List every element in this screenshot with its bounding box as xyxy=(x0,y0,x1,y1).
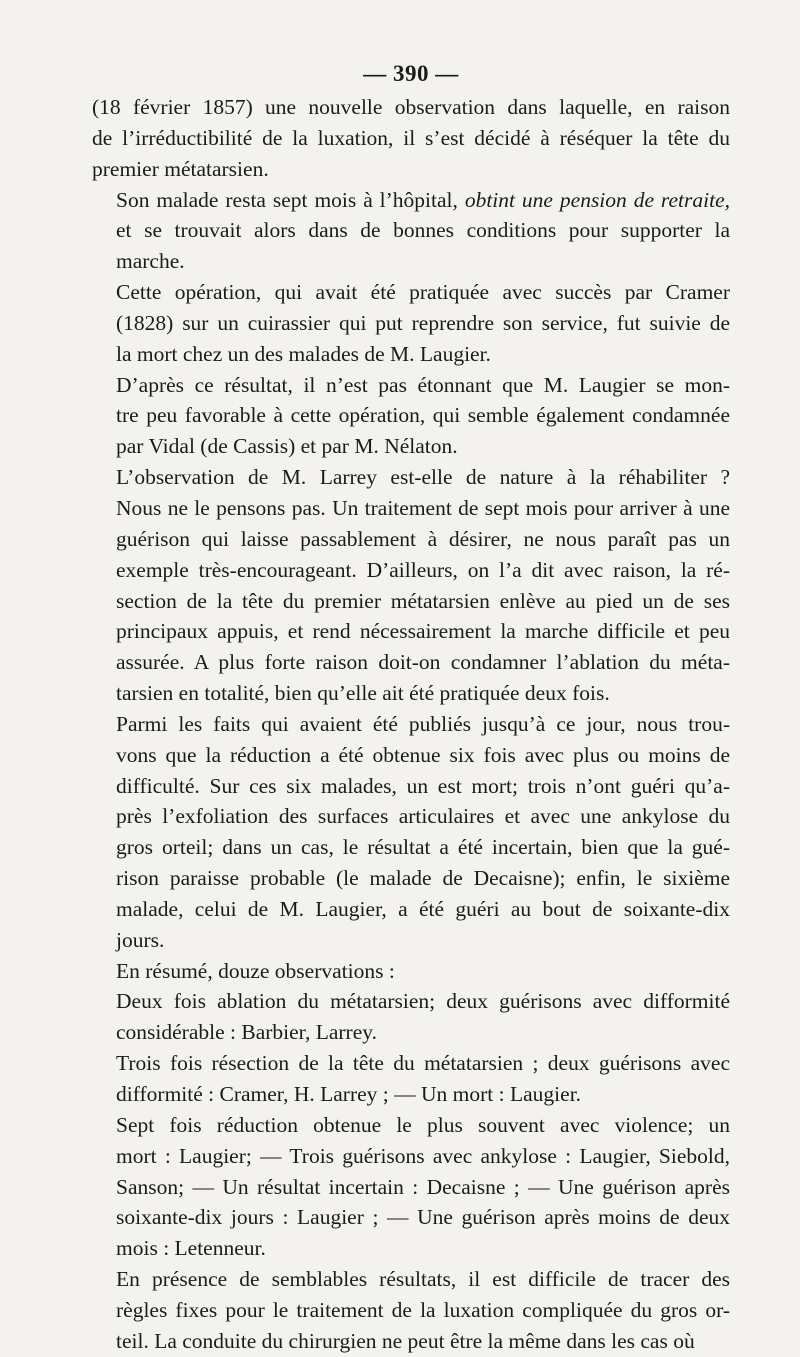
text-line: En résumé, douze observations : xyxy=(116,958,395,983)
text-line: règles fixes pour le traitement de la luxation compliquée du gros or- xyxy=(116,1297,730,1322)
text-line: Parmi les faits qui avaient été publiés jusqu’à ce jour, nous trou- xyxy=(116,711,730,736)
text-line: Sanson; — Un résultat incertain : Decaisne ; — Une guérison après xyxy=(116,1174,730,1199)
text-line: rison paraisse probable (le malade de Decaisne); enfin, le sixième xyxy=(116,866,730,891)
text-line: exemple très-encourageant. D’ailleurs, on l’a dit avec raison, la ré- xyxy=(116,557,730,582)
text-line: assurée. A plus forte raison doit-on condamner l’ablation du méta- xyxy=(116,650,730,675)
text-line: difficulté. Sur ces six malades, un est mort; trois n’ont guéri qu’a- xyxy=(116,773,730,798)
paragraph xyxy=(92,185,730,278)
text-line: Son malade resta sept mois à l’hôpital, obtint une pension de retraite, xyxy=(116,187,730,212)
text-line: Nous ne le pensons pas. Un traitement de sept mois pour arriver à une xyxy=(116,495,730,520)
italic-phrase: obtint une pension de retraite, xyxy=(464,187,730,212)
text-line: la mort chez un des malades de M. Laugier. xyxy=(116,341,491,366)
text-line: vons que la réduction a été obtenue six fois avec plus ou moins de xyxy=(116,742,730,767)
text-line: D’après ce résultat, il n’est pas étonnant que M. Laugier se mon- xyxy=(116,372,730,397)
text-line: tre peu favorable à cette opération, qui semble également condamnée xyxy=(116,403,730,428)
text-line: principaux appuis, et rend nécessairement la marche difficile et peu xyxy=(116,619,730,644)
paragraph xyxy=(92,370,730,463)
text-line: teil. La conduite du chirurgien ne peut être la même dans les cas où xyxy=(116,1328,695,1353)
page-number: — 390 — xyxy=(363,61,459,86)
paragraph xyxy=(92,462,730,709)
text-line: Deux fois ablation du métatarsien; deux guérisons avec difformité xyxy=(116,989,730,1014)
text-line: tarsien en totalité, bien qu’elle ait été pratiquée deux fois. xyxy=(116,681,610,706)
paragraph xyxy=(92,1264,730,1357)
text-line: Sept fois réduction obtenue le plus souvent avec violence; un xyxy=(116,1112,730,1137)
text-line: Trois fois résection de la tête du métatarsien ; deux guérisons avec xyxy=(116,1051,730,1076)
text-line: difformité : Cramer, H. Larrey ; — Un mort : Laugier. xyxy=(116,1082,582,1106)
text-line: (1828) sur un cuirassier qui put reprendre son service, fut suivie de xyxy=(116,310,730,335)
text-line: En présence de semblables résultats, il est difficile de tracer des xyxy=(116,1267,730,1292)
text-line: marche. xyxy=(116,249,185,274)
text-line: considérable : Barbier, Larrey. xyxy=(116,1020,377,1045)
text-line: Cette opération, qui avait été pratiquée avec succès par Cramer xyxy=(116,280,730,305)
text-line: section de la tête du premier métatarsien enlève au pied un de ses xyxy=(116,588,730,613)
text-line: et se trouvait alors dans de bonnes conditions pour supporter la xyxy=(116,218,730,243)
body-text xyxy=(92,92,730,1357)
text-line: jours. xyxy=(116,927,165,952)
paragraph xyxy=(92,92,730,185)
text-line: près l’exfoliation des surfaces articulaires et avec une ankylose du xyxy=(116,804,730,829)
text-line: soixante-dix jours : Laugier ; — Une guérison après moins de deux xyxy=(116,1205,730,1230)
text-line: premier métatarsien. xyxy=(92,156,269,181)
paragraph xyxy=(92,277,730,370)
text-line: guérison qui laisse passablement à désirer, ne nous paraît pas un xyxy=(116,526,730,551)
text-line: gros orteil; dans un cas, le résultat a été incertain, bien que la gué- xyxy=(116,835,730,860)
text-line: de l’irréductibilité de la luxation, il s’est décidé à réséquer la tête du xyxy=(92,125,730,150)
paragraph xyxy=(92,1110,730,1264)
text-line: malade, celui de M. Laugier, a été guéri au bout de soixante-dix xyxy=(116,896,730,921)
text-line: L’observation de M. Larrey est-elle de nature à la réhabiliter ? xyxy=(116,465,730,490)
paragraph xyxy=(92,956,730,987)
text-line: mois : Letenneur. xyxy=(116,1236,266,1261)
text-line: par Vidal (de Cassis) et par M. Nélaton. xyxy=(116,434,458,459)
paragraph xyxy=(92,1048,730,1110)
paragraph xyxy=(92,986,730,1048)
paragraph xyxy=(92,709,730,956)
text-line: (18 février 1857) une nouvelle observation dans laquelle, en raison xyxy=(92,95,730,119)
text-line: mort : Laugier; — Trois guérisons avec ankylose : Laugier, Siebold, xyxy=(116,1143,730,1168)
